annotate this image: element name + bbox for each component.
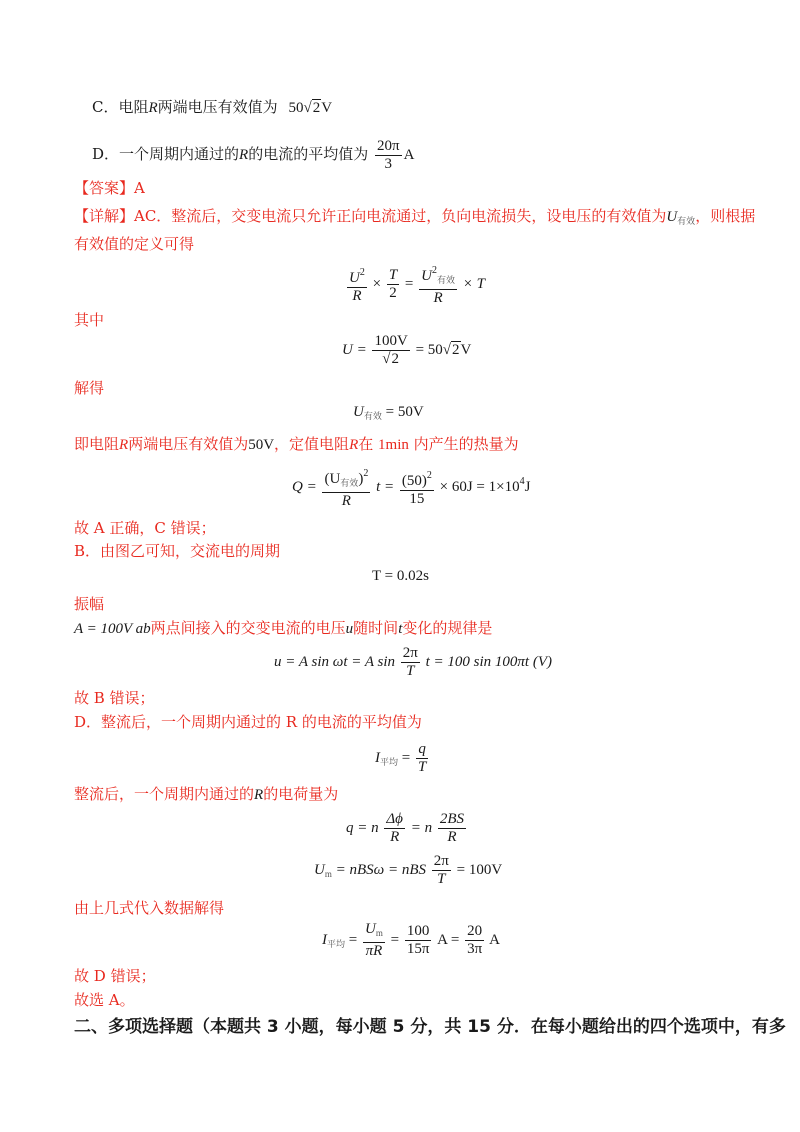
- answer-line: 【答案】A: [74, 179, 145, 197]
- option-d: D．一个周期内通过的R的电流的平均值为 $\frac{20\pi}{3}$ A: [92, 138, 415, 173]
- conclusion-b: 故 B 错误；: [74, 689, 155, 707]
- jiede-label-1: 解得: [74, 379, 105, 397]
- d-intro: D．整流后，一个周期内通过的 R 的电流的平均值为: [74, 713, 422, 731]
- final-answer: 故选 A。: [74, 991, 135, 1009]
- equation-8: q = n $\frac{\Delta\phi}{R}$ = n $\frac{2BS}{R}$: [346, 811, 464, 846]
- detail-line-2: 有效值的定义可得: [74, 235, 195, 253]
- substitution-line: 由上几式代入数据解得: [74, 899, 225, 917]
- conclusion-d: 故 D 错误；: [74, 967, 156, 985]
- zhenfu-label: 振幅: [74, 595, 105, 613]
- equation-5: T = 0.02s: [372, 568, 429, 584]
- equation-7: $I_{平均}$ = $\frac{q}{T}$: [375, 741, 427, 776]
- equation-2: U = $\frac{100V}{√2}$ = 50√2V: [342, 333, 472, 368]
- equation-9: $U_m = nBS\omega$ = nBS $\frac{2\pi}{T}$ = 100V: [314, 853, 503, 888]
- amplitude-line: A = 100V ab两点间接入的交变电流的电压u随时间t变化的规律是: [74, 619, 493, 637]
- equation-3: $U_{有效} = 50V$: [353, 404, 424, 421]
- conclusion-ac: 故 A 正确，C 错误；: [74, 519, 216, 537]
- section-title: 二、多项选择题（本题共 3 小题，每小题 5 分，共 15 分．在每小题给出的四个选项中，有多: [74, 1017, 786, 1037]
- equation-4: Q = $\frac{(U_{有效})^2}{R}$ t = $\frac{(50)^2}{15}$ × $60J = 1\times 10^4J$: [292, 462, 530, 510]
- equation-6: u = A sin ωt = A sin $\frac{2\pi}{T}$ t = 100 sin 100πt (V): [274, 645, 552, 680]
- charge-line: 整流后，一个周期内通过的R的电荷量为: [74, 785, 339, 803]
- option-c: C．电阻R两端电压有效值为 50√2V: [92, 98, 333, 116]
- equation-1: $\frac{U^2}{R}$ × $\frac{T}{2}$ = $\frac{U^2_{有效}}{R}$ × T: [345, 262, 485, 307]
- detail-line-1: 【详解】AC．整流后，交变电流只允许正向电流通过，负向电流损失，设电压的有效值为$U_{有效}$，则根据: [74, 207, 756, 227]
- b-intro: B．由图乙可知，交流电的周期: [74, 542, 281, 560]
- heat-line: 即电阻R两端电压有效值为50V，定值电阻R在 1min 内产生的热量为: [74, 435, 519, 453]
- equation-10: $I_{平均}$ = $\frac{U_m}{\pi R}$ = $\frac{100}{15\pi}$ A = $\frac{20}{3\pi}$ A: [322, 921, 500, 960]
- qizhong-label: 其中: [74, 311, 105, 329]
